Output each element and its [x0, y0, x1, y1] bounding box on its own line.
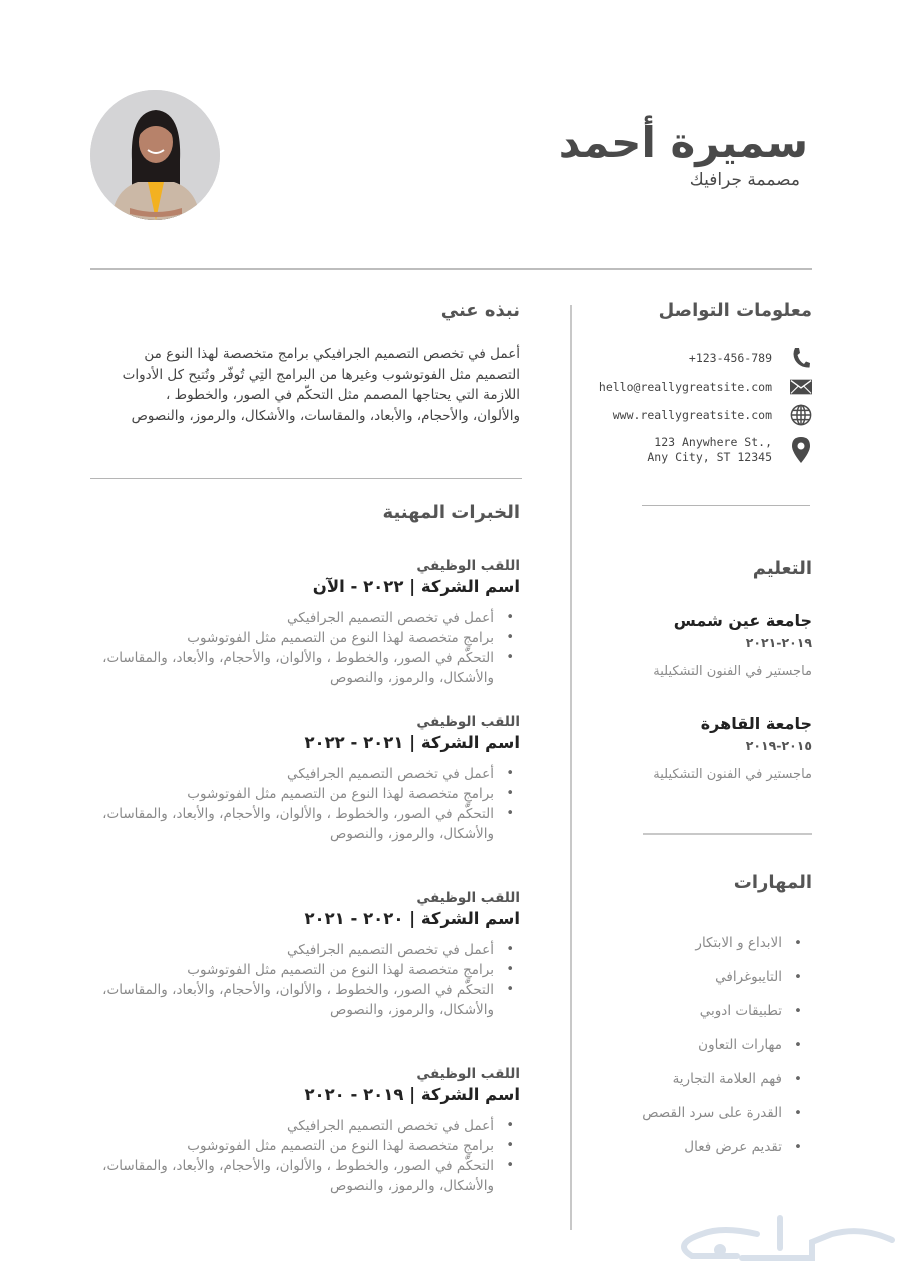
job-entry	[100, 1066, 520, 1196]
location-pin-icon	[790, 439, 812, 461]
job-title: اللقب الوظيفي	[416, 558, 520, 574]
job-company-dates: اسم الشركة | ٢٠١٩ - ٢٠٢٠	[304, 1085, 520, 1104]
job-bullet: • التحكّم في الصور، والخطوط ، والألوان، والأحجام، والأبعاد، والمقاسات، والأشكال، والرموز، والنصوص	[100, 648, 520, 688]
phone-text: +123-456-789	[688, 350, 772, 365]
job-entry	[100, 714, 520, 844]
watermark-logo	[662, 1212, 897, 1267]
job-bullets	[100, 940, 520, 1020]
contact-email	[599, 376, 812, 398]
skills-section-title: المهارات	[733, 872, 812, 893]
mail-icon	[790, 376, 812, 398]
job-bullet: • التحكّم في الصور، والخطوط ، والألوان، والأحجام، والأبعاد، والمقاسات، والأشكال، والرموز، والنصوص	[100, 804, 520, 844]
job-bullet: • أعمل في تخصص التصميم الجرافيكي	[100, 940, 520, 960]
haraj-logo-icon	[662, 1212, 897, 1267]
phone-icon	[790, 347, 812, 369]
globe-icon	[790, 404, 812, 426]
education-entry	[592, 713, 812, 785]
degree: ماجستير في الفنون التشكيلية	[653, 664, 812, 679]
education-years: ٢٠١٥-٢٠١٩	[745, 738, 812, 753]
job-company-dates: اسم الشركة | ٢٠٢٢ - الآن	[312, 577, 520, 596]
job-bullet: • برامجٍ متخصصة لهذا النوع من التصميم مثل الفوتوشوب	[100, 1136, 520, 1156]
job-bullet: • أعمل في تخصص التصميم الجرافيكي	[100, 608, 520, 628]
website-text: www.reallygreatsite.com	[612, 407, 772, 422]
job-entry	[100, 890, 520, 1020]
resume-name: سميرة أحمد	[558, 118, 808, 167]
about-section-title: نبذه عني	[440, 300, 520, 321]
skill-item: • القدرة على سرد القصص	[642, 1102, 808, 1136]
skill-item: • تطبيقات ادوبي	[642, 1000, 808, 1034]
job-bullet: • برامجٍ متخصصة لهذا النوع من التصميم مثل الفوتوشوب	[100, 784, 520, 804]
job-bullet: • أعمل في تخصص التصميم الجرافيكي	[100, 764, 520, 784]
contact-phone	[689, 347, 812, 369]
contact-section-title: معلومات التواصل	[658, 300, 812, 321]
job-company-dates: اسم الشركة | ٢٠٢٠ - ٢٠٢١	[304, 909, 520, 928]
education-entry	[592, 610, 812, 682]
about-divider	[90, 478, 522, 479]
portrait-photo	[90, 90, 220, 220]
job-bullets	[100, 1116, 520, 1196]
job-company-dates: اسم الشركة | ٢٠٢١ - ٢٠٢٢	[304, 733, 520, 752]
column-divider	[570, 305, 572, 1230]
skill-item: • فهم العلامة التجارية	[642, 1068, 808, 1102]
education-divider	[643, 833, 812, 835]
job-bullet: • برامجٍ متخصصة لهذا النوع من التصميم مثل الفوتوشوب	[100, 628, 520, 648]
job-entry	[100, 558, 520, 688]
address-line-2: Any City, ST 12345	[647, 450, 772, 464]
school-name: جامعة عين شمس	[673, 611, 812, 630]
contact-website	[613, 404, 812, 426]
job-bullet: • التحكّم في الصور، والخطوط ، والألوان، والأحجام، والأبعاد، والمقاسات، والأشكال، والرموز، والنصوص	[100, 1156, 520, 1196]
job-bullet: • أعمل في تخصص التصميم الجرافيكي	[100, 1116, 520, 1136]
contact-divider	[642, 505, 810, 506]
skill-item: • التايبوغرافي	[642, 966, 808, 1000]
header-divider	[90, 268, 812, 270]
skill-item: • الابداع و الابتكار	[642, 932, 808, 966]
job-bullet: • برامجٍ متخصصة لهذا النوع من التصميم مثل الفوتوشوب	[100, 960, 520, 980]
email-text: hello@reallygreatsite.com	[598, 379, 772, 394]
about-text: أعمل في تخصص التصميم الجرافيكي برامج متخصصة لهذا النوع من التصميم مثل الفوتوشوب وغيرها من البرامج التِي تُوفّر وتُتيح كل الأدوات اللازمة التي يحتاجها المصمم مثل التحكّم في الصور، والخطوط ، والألوان، والأحجام، والأبعاد، والمقاسات، والأشكال، والرموز، والنصوص	[122, 346, 520, 424]
resume-role: مصممة جرافيك	[689, 170, 800, 190]
job-bullets	[100, 764, 520, 844]
address-line-1: 123 Anywhere St.,	[654, 435, 772, 449]
address-text	[647, 435, 772, 465]
skills-list	[642, 932, 808, 1170]
skill-item: • مهارات التعاون	[642, 1034, 808, 1068]
job-title: اللقب الوظيفي	[416, 890, 520, 906]
skill-item: • تقديم عرض فعال	[642, 1136, 808, 1170]
education-years: ٢٠١٩-٢٠٢١	[745, 635, 812, 650]
contact-address	[647, 435, 812, 465]
job-title: اللقب الوظيفي	[416, 1066, 520, 1082]
job-title: اللقب الوظيفي	[416, 714, 520, 730]
avatar	[90, 90, 220, 220]
job-bullet: • التحكّم في الصور، والخطوط ، والألوان، والأحجام، والأبعاد، والمقاسات، والأشكال، والرموز، والنصوص	[100, 980, 520, 1020]
experience-section-title: الخبرات المهنية	[382, 502, 520, 523]
degree: ماجستير في الفنون التشكيلية	[653, 767, 812, 782]
education-section-title: التعليم	[752, 558, 812, 579]
school-name: جامعة القاهرة	[700, 714, 812, 733]
job-bullets	[100, 608, 520, 688]
